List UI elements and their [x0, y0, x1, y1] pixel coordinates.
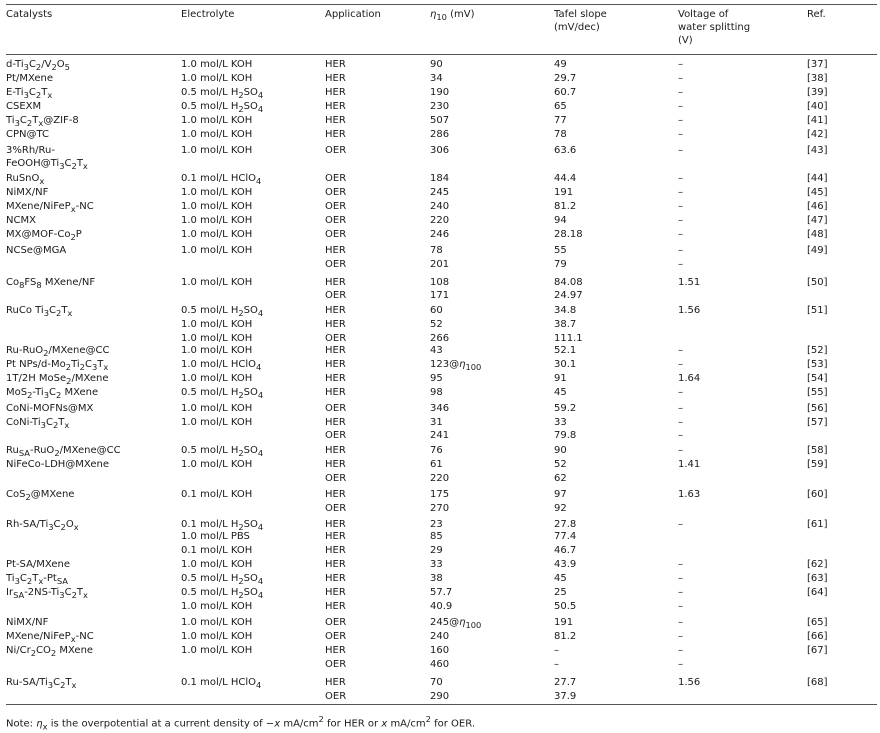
cell-catalyst: $E-Ti_3C_2T_x$	[6, 87, 53, 100]
cell-application: OER	[325, 173, 347, 184]
cell-electrolyte: 1.0 mol/L KOH	[181, 345, 253, 356]
cell-electrolyte: 1.0 mol/L KOH	[181, 459, 253, 470]
cell-application: HER	[325, 445, 346, 456]
cell-electrolyte: 0.1 mol/L HClO$_4$	[181, 173, 262, 186]
cell-catalyst: 1T/2H MoSe$_2$/MXene	[6, 373, 109, 386]
cell-electrolyte: 0.5 mol/L $H_2SO_4$	[181, 305, 264, 318]
cell-voltage: –	[678, 345, 683, 356]
cell-ref: [51]	[807, 305, 828, 316]
cell-electrolyte: 0.1 mol/L KOH	[181, 489, 253, 500]
cell-voltage: 1.51	[678, 277, 701, 288]
cell-eta10: 57.7	[430, 587, 453, 598]
cell-ref: [37]	[807, 59, 828, 70]
cell-electrolyte: 1.0 mol/L KOH	[181, 617, 253, 628]
cell-catalyst: 3%Rh/Ru-	[6, 145, 55, 156]
cell-eta10: 286	[430, 129, 450, 140]
cell-electrolyte: 1.0 mol/L KOH	[181, 277, 253, 288]
cell-tafel-slope: 44.4	[554, 173, 577, 184]
cell-electrolyte: 1.0 mol/L KOH	[181, 129, 253, 140]
cell-electrolyte: 1.0 mol/L KOH	[181, 145, 253, 156]
cell-electrolyte: 0.5 mol/L $H_2SO_4$	[181, 587, 264, 600]
cell-voltage: 1.63	[678, 489, 701, 500]
cell-tafel-slope: 191	[554, 187, 574, 198]
cell-ref: [48]	[807, 229, 828, 240]
cell-tafel-slope: 45	[554, 387, 567, 398]
cell-eta10: 160	[430, 645, 450, 656]
cell-application: HER	[325, 245, 346, 256]
cell-voltage: –	[678, 645, 683, 656]
cell-eta10: 460	[430, 659, 450, 670]
cell-eta10: 90	[430, 59, 443, 70]
cell-electrolyte: 1.0 mol/L KOH	[181, 187, 253, 198]
cell-eta10: 70	[430, 677, 443, 688]
cell-tafel-slope: 52	[554, 459, 567, 470]
cell-voltage: –	[678, 417, 683, 428]
cell-catalyst: CPN@TC	[6, 129, 49, 140]
cell-voltage: –	[678, 519, 683, 530]
cell-voltage: –	[678, 587, 683, 598]
cell-tafel-slope: 77.4	[554, 531, 577, 542]
cell-ref: [63]	[807, 573, 828, 584]
cell-application: HER	[325, 601, 346, 612]
cell-catalyst: $Ti_3C_2T_x@ZIF-8$	[6, 115, 79, 128]
cell-eta10: 76	[430, 445, 443, 456]
cell-eta10: 184	[430, 173, 450, 184]
cell-catalyst: $Ru_{SA}-RuO_2/MXene@CC$	[6, 445, 121, 458]
cell-eta10: 246	[430, 229, 450, 240]
cell-tafel-slope: 81.2	[554, 201, 577, 212]
cell-electrolyte: 0.1 mol/L HClO$_4$	[181, 677, 262, 690]
cell-eta10: 230	[430, 101, 450, 112]
cell-application: OER	[325, 691, 347, 702]
cell-electrolyte: 1.0 mol/L KOH	[181, 403, 253, 414]
cell-tafel-slope: 27.7	[554, 677, 577, 688]
cell-voltage: –	[678, 129, 683, 140]
cell-tafel-slope: 90	[554, 445, 567, 456]
cell-eta10: 108	[430, 277, 450, 288]
cell-ref: [39]	[807, 87, 828, 98]
column-header-eta10: $\eta_{10}$ (mV)	[430, 9, 475, 22]
cell-eta10: 29	[430, 545, 443, 556]
cell-electrolyte: 1.0 mol/L KOH	[181, 333, 253, 344]
cell-eta10: 38	[430, 573, 443, 584]
cell-tafel-slope: 27.8	[554, 519, 577, 530]
cell-electrolyte: 1.0 mol/L KOH	[181, 601, 253, 612]
cell-eta10: 23	[430, 519, 443, 530]
cell-ref: [64]	[807, 587, 828, 598]
cell-tafel-slope: 62	[554, 473, 567, 484]
cell-application: HER	[325, 373, 346, 384]
cell-tafel-slope: 43.9	[554, 559, 577, 570]
cell-tafel-slope: 63.6	[554, 145, 577, 156]
cell-catalyst: $FeOOH@Ti_3C_2T_x$	[6, 158, 88, 171]
cell-electrolyte: 1.0 mol/L KOH	[181, 201, 253, 212]
cell-ref: [58]	[807, 445, 828, 456]
cell-tafel-slope: 24.97	[554, 290, 583, 301]
cell-application: HER	[325, 115, 346, 126]
cell-eta10: 31	[430, 417, 443, 428]
cell-catalyst: NiMX/NF	[6, 187, 49, 198]
cell-eta10: 98	[430, 387, 443, 398]
cell-application: HER	[325, 319, 346, 330]
cell-catalyst: CoS$_2$@MXene	[6, 489, 75, 502]
cell-electrolyte: 0.5 mol/L $H_2SO_4$	[181, 101, 264, 114]
cell-application: HER	[325, 59, 346, 70]
cell-application: HER	[325, 559, 346, 570]
cell-catalyst: $MoS_2-Ti_3C_2$ MXene	[6, 387, 99, 400]
cell-application: OER	[325, 259, 347, 270]
cell-tafel-slope: 60.7	[554, 87, 577, 98]
cell-catalyst: NCSe@MGA	[6, 245, 67, 256]
cell-ref: [41]	[807, 115, 828, 126]
cell-tafel-slope: 37.9	[554, 691, 577, 702]
cell-tafel-slope: 34.8	[554, 305, 577, 316]
cell-tafel-slope: 81.2	[554, 631, 577, 642]
cell-voltage: 1.56	[678, 305, 701, 316]
cell-electrolyte: 1.0 mol/L KOH	[181, 631, 253, 642]
cell-tafel-slope: 84.08	[554, 277, 583, 288]
cell-catalyst: $d-Ti_3C_2/V_2O_5$	[6, 59, 70, 72]
cell-ref: [57]	[807, 417, 828, 428]
cell-eta10: 61	[430, 459, 443, 470]
cell-voltage: –	[678, 387, 683, 398]
cell-application: HER	[325, 489, 346, 500]
cell-electrolyte: 1.0 mol/L KOH	[181, 245, 253, 256]
cell-eta10: 240	[430, 201, 450, 212]
cell-application: OER	[325, 201, 347, 212]
column-header-ref: Ref.	[807, 9, 826, 20]
cell-application: OER	[325, 333, 347, 344]
cell-electrolyte: 1.0 mol/L KOH	[181, 229, 253, 240]
cell-electrolyte: 1.0 mol/L KOH	[181, 417, 253, 428]
cell-electrolyte: 1.0 mol/L KOH	[181, 59, 253, 70]
cell-application: OER	[325, 403, 347, 414]
cell-application: OER	[325, 659, 347, 670]
cell-eta10: 270	[430, 503, 450, 514]
cell-eta10: 85	[430, 531, 443, 542]
cell-tafel-slope: 92	[554, 503, 567, 514]
cell-catalyst: $Ni/Cr_2CO_2$ MXene	[6, 645, 94, 658]
cell-voltage: –	[678, 601, 683, 612]
cell-voltage: –	[678, 87, 683, 98]
cell-ref: [53]	[807, 359, 828, 370]
cell-voltage: –	[678, 59, 683, 70]
cell-tafel-slope: 191	[554, 617, 574, 628]
cell-catalyst: Pt-SA/MXene	[6, 559, 70, 570]
cell-application: OER	[325, 145, 347, 156]
cell-electrolyte: 1.0 mol/L KOH	[181, 319, 253, 330]
cell-tafel-slope: 50.5	[554, 601, 577, 612]
cell-electrolyte: 1.0 mol/L PBS	[181, 531, 250, 542]
cell-voltage: –	[678, 631, 683, 642]
cell-eta10: 240	[430, 631, 450, 642]
cell-voltage: –	[678, 101, 683, 112]
cell-voltage: –	[678, 259, 683, 270]
cell-tafel-slope: 55	[554, 245, 567, 256]
cell-application: HER	[325, 305, 346, 316]
cell-application: HER	[325, 573, 346, 584]
cell-electrolyte: 1.0 mol/L KOH	[181, 373, 253, 384]
cell-tafel-slope: 30.1	[554, 359, 577, 370]
cell-catalyst: CoNi-MOFNs@MX	[6, 403, 94, 414]
cell-ref: [68]	[807, 677, 828, 688]
cell-catalyst: CSEXM	[6, 101, 42, 112]
cell-electrolyte: 1.0 mol/L KOH	[181, 215, 253, 226]
cell-application: HER	[325, 345, 346, 356]
column-header-tafel-slope: Tafel slope (mV/dec)	[554, 9, 607, 33]
column-header-application: Application	[325, 9, 381, 20]
cell-application: OER	[325, 503, 347, 514]
cell-application: OER	[325, 187, 347, 198]
cell-eta10: $123@\eta_{100}$	[430, 359, 482, 372]
cell-tafel-slope: 78	[554, 129, 567, 140]
cell-voltage: –	[678, 659, 683, 670]
cell-application: HER	[325, 417, 346, 428]
cell-application: OER	[325, 617, 347, 628]
cell-catalyst: Ru-RuO$_2$/MXene@CC	[6, 345, 110, 358]
cell-application: HER	[325, 129, 346, 140]
cell-catalyst: $Ru-SA/Ti_3C_2T_x$	[6, 677, 77, 690]
cell-ref: [60]	[807, 489, 828, 500]
cell-voltage: –	[678, 115, 683, 126]
cell-application: HER	[325, 73, 346, 84]
column-header-voltage: Voltage of water splitting (V)	[678, 9, 751, 46]
cell-application: OER	[325, 215, 347, 226]
cell-ref: [65]	[807, 617, 828, 628]
cell-eta10: 60	[430, 305, 443, 316]
cell-catalyst: Pt NPs/$d-Mo_2Ti_2C_3T_x$	[6, 359, 109, 372]
cell-application: OER	[325, 473, 347, 484]
cell-voltage: –	[678, 559, 683, 570]
cell-eta10: 245	[430, 187, 450, 198]
cell-tafel-slope: 25	[554, 587, 567, 598]
bottom-rule	[6, 704, 877, 705]
cell-tafel-slope: 94	[554, 215, 567, 226]
cell-application: HER	[325, 545, 346, 556]
cell-ref: [59]	[807, 459, 828, 470]
cell-catalyst: NCMX	[6, 215, 36, 226]
cell-catalyst: NiMX/NF	[6, 617, 49, 628]
cell-ref: [62]	[807, 559, 828, 570]
cell-ref: [56]	[807, 403, 828, 414]
cell-tafel-slope: 77	[554, 115, 567, 126]
cell-application: HER	[325, 459, 346, 470]
cell-voltage: 1.64	[678, 373, 701, 384]
cell-voltage: –	[678, 573, 683, 584]
cell-eta10: 40.9	[430, 601, 453, 612]
cell-electrolyte: 1.0 mol/L KOH	[181, 645, 253, 656]
top-rule	[6, 4, 877, 5]
cell-voltage: –	[678, 201, 683, 212]
cell-ref: [67]	[807, 645, 828, 656]
cell-voltage: –	[678, 430, 683, 441]
cell-voltage: –	[678, 73, 683, 84]
cell-voltage: –	[678, 229, 683, 240]
cell-catalyst: RuSnO$_x$	[6, 173, 45, 186]
cell-application: OER	[325, 290, 347, 301]
cell-eta10: 33	[430, 559, 443, 570]
cell-ref: [52]	[807, 345, 828, 356]
cell-voltage: –	[678, 145, 683, 156]
cell-tafel-slope: 29.7	[554, 73, 577, 84]
cell-ref: [61]	[807, 519, 828, 530]
cell-ref: [43]	[807, 145, 828, 156]
cell-ref: [54]	[807, 373, 828, 384]
cell-application: HER	[325, 677, 346, 688]
cell-eta10: 95	[430, 373, 443, 384]
column-header-electrolyte: Electrolyte	[181, 9, 235, 20]
cell-ref: [49]	[807, 245, 828, 256]
cell-eta10: 52	[430, 319, 443, 330]
cell-voltage: –	[678, 215, 683, 226]
cell-voltage: –	[678, 445, 683, 456]
cell-application: OER	[325, 229, 347, 240]
cell-eta10: 175	[430, 489, 450, 500]
cell-voltage: –	[678, 173, 683, 184]
cell-tafel-slope: 46.7	[554, 545, 577, 556]
column-header-catalyst: Catalysts	[6, 9, 53, 20]
cell-tafel-slope: 111.1	[554, 333, 583, 344]
cell-catalyst: $Ir_{SA}-2NS-Ti_3C_2T_x$	[6, 587, 88, 600]
cell-application: HER	[325, 87, 346, 98]
cell-catalyst: RuCo $Ti_3C_2T_x$	[6, 305, 73, 318]
cell-eta10: 306	[430, 145, 450, 156]
cell-electrolyte: 0.5 mol/L $H_2SO_4$	[181, 387, 264, 400]
cell-ref: [40]	[807, 101, 828, 112]
cell-ref: [55]	[807, 387, 828, 398]
cell-electrolyte: 1.0 mol/L KOH	[181, 73, 253, 84]
cell-eta10: 346	[430, 403, 450, 414]
cell-voltage: –	[678, 403, 683, 414]
cell-ref: [38]	[807, 73, 828, 84]
cell-eta10: 220	[430, 473, 450, 484]
cell-tafel-slope: –	[554, 659, 559, 670]
cell-eta10: 266	[430, 333, 450, 344]
cell-electrolyte: 1.0 mol/L KOH	[181, 559, 253, 570]
cell-application: HER	[325, 387, 346, 398]
cell-voltage: –	[678, 245, 683, 256]
cell-ref: [50]	[807, 277, 828, 288]
cell-ref: [45]	[807, 187, 828, 198]
cell-tafel-slope: 28.18	[554, 229, 583, 240]
cell-eta10: 220	[430, 215, 450, 226]
cell-eta10: 290	[430, 691, 450, 702]
cell-tafel-slope: 65	[554, 101, 567, 112]
cell-application: HER	[325, 277, 346, 288]
cell-tafel-slope: 49	[554, 59, 567, 70]
cell-catalyst: $Ti_3C_2T_x-Pt_{SA}$	[6, 573, 68, 586]
cell-application: OER	[325, 430, 347, 441]
cell-application: HER	[325, 519, 346, 530]
cell-tafel-slope: 52.1	[554, 345, 577, 356]
cell-tafel-slope: –	[554, 645, 559, 656]
cell-electrolyte: 1.0 mol/L HClO$_4$	[181, 359, 262, 372]
cell-application: HER	[325, 101, 346, 112]
cell-tafel-slope: 79.8	[554, 430, 577, 441]
cell-catalyst: MXene/NiFeP$_x$-NC	[6, 201, 94, 214]
cell-catalyst: $MX@MOF-Co_2P$	[6, 229, 82, 242]
cell-ref: [66]	[807, 631, 828, 642]
cell-voltage: –	[678, 359, 683, 370]
cell-catalyst: NiFeCo-LDH@MXene	[6, 459, 109, 470]
cell-application: OER	[325, 631, 347, 642]
cell-eta10: 201	[430, 259, 450, 270]
cell-tafel-slope: 38.7	[554, 319, 577, 330]
cell-tafel-slope: 59.2	[554, 403, 577, 414]
cell-eta10: 171	[430, 290, 450, 301]
cell-eta10: 190	[430, 87, 450, 98]
header-rule	[6, 54, 877, 55]
cell-electrolyte: 0.1 mol/L KOH	[181, 545, 253, 556]
cell-catalyst: $Co_8FS_8$ MXene/NF	[6, 277, 96, 290]
cell-eta10: 43	[430, 345, 443, 356]
cell-electrolyte: 0.5 mol/L $H_2SO_4$	[181, 445, 264, 458]
table-note: Note: $\eta_x$ is the overpotential at a current density of −x $mA/cm^2$ for HER or x $mA/cm^2$ for OER.	[6, 714, 476, 732]
cell-eta10: 34	[430, 73, 443, 84]
cell-voltage: 1.56	[678, 677, 701, 688]
cell-voltage: 1.41	[678, 459, 701, 470]
cell-tafel-slope: 45	[554, 573, 567, 584]
cell-eta10: $245@\eta_{100}$	[430, 617, 482, 630]
cell-eta10: 507	[430, 115, 450, 126]
cell-electrolyte: 0.1 mol/L $H_2SO_4$	[181, 519, 264, 532]
cell-eta10: 78	[430, 245, 443, 256]
cell-application: HER	[325, 359, 346, 370]
cell-application: HER	[325, 645, 346, 656]
cell-catalyst: CoNi-$Ti_3C_2T_x$	[6, 417, 70, 430]
cell-electrolyte: 0.5 mol/L $H_2SO_4$	[181, 573, 264, 586]
cell-electrolyte: 1.0 mol/L KOH	[181, 115, 253, 126]
cell-catalyst: MXene/NiFeP$_x$-NC	[6, 631, 94, 644]
cell-tafel-slope: 91	[554, 373, 567, 384]
cell-application: HER	[325, 587, 346, 598]
cell-ref: [46]	[807, 201, 828, 212]
cell-ref: [47]	[807, 215, 828, 226]
cell-eta10: 241	[430, 430, 450, 441]
cell-ref: [42]	[807, 129, 828, 140]
cell-catalyst: $Rh-SA/Ti_3C_2O_x$	[6, 519, 79, 532]
cell-voltage: –	[678, 617, 683, 628]
cell-electrolyte: 0.5 mol/L $H_2SO_4$	[181, 87, 264, 100]
cell-tafel-slope: 79	[554, 259, 567, 270]
cell-application: HER	[325, 531, 346, 542]
cell-voltage: –	[678, 187, 683, 198]
cell-catalyst: Pt/MXene	[6, 73, 53, 84]
cell-tafel-slope: 97	[554, 489, 567, 500]
cell-ref: [44]	[807, 173, 828, 184]
cell-tafel-slope: 33	[554, 417, 567, 428]
